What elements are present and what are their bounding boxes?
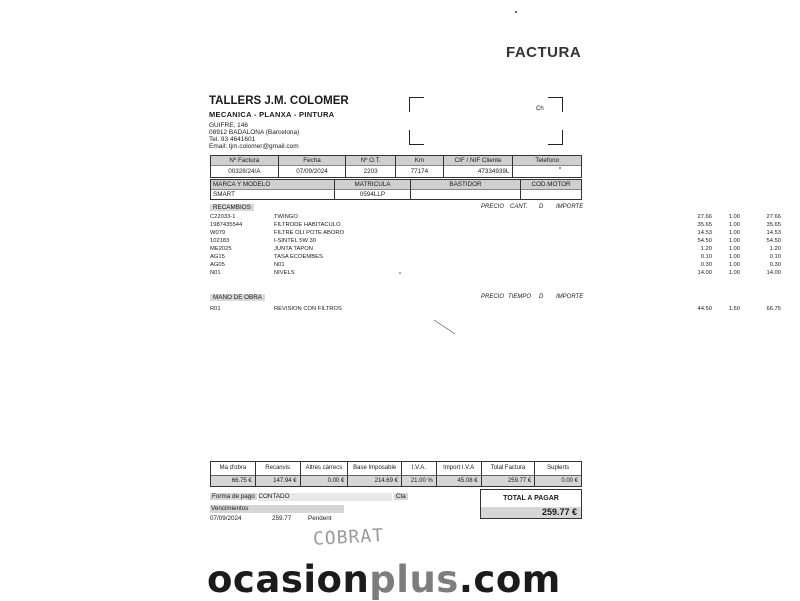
total-invoice: Total Factura 259.77 € (482, 462, 536, 486)
account-label: Cta (396, 493, 406, 500)
parts-col-qty: CANT. (510, 204, 528, 210)
total-vat-amount: Import I.V.A 45.08 € (437, 462, 482, 486)
due-date: 07/09/2024 (210, 515, 242, 522)
total-to-pay-box (480, 489, 582, 519)
field-chassis: BASTIDOR (411, 180, 521, 199)
table-row: 1987435544 FILTRODE HABITACULO 35.65 1.00 35.65 (210, 222, 781, 228)
total-supplements: Suplerts 0.00 € (535, 462, 581, 486)
invoice-title: FACTURA (506, 44, 582, 61)
total-taxable-base: Base Imposable 214.69 € (348, 462, 402, 486)
labour-col-time: TIEMPO (508, 294, 532, 300)
due-amount: 259.77 (272, 515, 292, 522)
total-parts: Recanvis 147.94 € (256, 462, 301, 486)
table-row: W079 FILTRE OLI POTE ABORO 14.53 1.00 14.53 (210, 230, 781, 236)
company-address-line: GUIFRE, 146 (209, 122, 249, 129)
company-address-line: 08912 BADALONA (Barcelona) (209, 129, 300, 136)
total-labour: Ma d'obra 66.75 € (211, 462, 256, 486)
field-date: Fecha 07/09/2024 (279, 156, 347, 177)
due-status: Pendent (308, 515, 332, 522)
table-row: R01 REVISION CON FILTROS 44.50 1.50 66.75 (210, 306, 781, 312)
total-to-pay-value: 259.77 € (481, 507, 581, 518)
total-other-charges: Altres càrrecs 0.00 € (301, 462, 349, 486)
field-work-order: Nº O.T. 2203 (346, 156, 396, 177)
client-box-text: Ch (536, 106, 544, 112)
payment-method-overlay: Forma de pago CONTADO (212, 493, 290, 500)
field-client-id: CIF / NIF Cliente 47334939L (444, 156, 514, 177)
parts-col-price: PRECIO (481, 204, 505, 210)
company-email: Email: tjm.colomer@gmail.com (209, 143, 299, 150)
due-label: Vencimientos (211, 505, 249, 512)
labour-section-label: MANO DE OBRA (210, 294, 265, 301)
company-name: TALLERS J.M. COLOMER (209, 95, 349, 107)
labour-col-price: PRECIO (481, 294, 505, 300)
table-row: C22033-1 TWINGO 27.66 1.00 27.66 (210, 214, 781, 220)
table-row: 102183 I-SINTEL 5W 30 54.50 1.00 54.50 (210, 238, 781, 244)
field-phone: Telefono (513, 156, 581, 177)
watermark-logo: ocasionplus.com (207, 558, 561, 601)
field-plate: MATRICULA 0594LLP (335, 180, 411, 199)
total-vat-rate: I.V.A. 21.00 % (402, 462, 437, 486)
table-row: N01 NIVELS 14.00 1.00 14.00 (210, 270, 781, 276)
field-invoice-number: Nº Factura 00328/24/A (211, 156, 279, 177)
field-km: Km 77174 (396, 156, 444, 177)
total-to-pay-label: TOTAL A PAGAR (503, 495, 559, 502)
field-engine-code: COD.MOTOR (521, 180, 581, 199)
table-row: ME2025 JUNTA TAPON 1.20 1.00 1.20 (210, 246, 781, 252)
company-activity: MECANICA - PLANXA - PINTURA (209, 110, 335, 119)
table-row: AG15 TASA ECOEMBES 0.10 1.00 0.10 (210, 254, 781, 260)
labour-col-amount: IMPORTE (556, 294, 584, 300)
parts-col-disc: D (539, 204, 544, 210)
company-phone: Tel. 93 4641601 (209, 136, 256, 143)
field-make-model: MARCA Y MODELO SMART (211, 180, 335, 199)
table-row: AG05 N01 0.30 1.00 0.30 (210, 262, 781, 268)
parts-col-amount: IMPORTE (556, 204, 584, 210)
totals-summary (210, 461, 582, 487)
paid-stamp: COBRAT (312, 525, 385, 550)
parts-section-label: RECAMBIOS (210, 204, 254, 211)
labour-col-disc: D (539, 294, 544, 300)
